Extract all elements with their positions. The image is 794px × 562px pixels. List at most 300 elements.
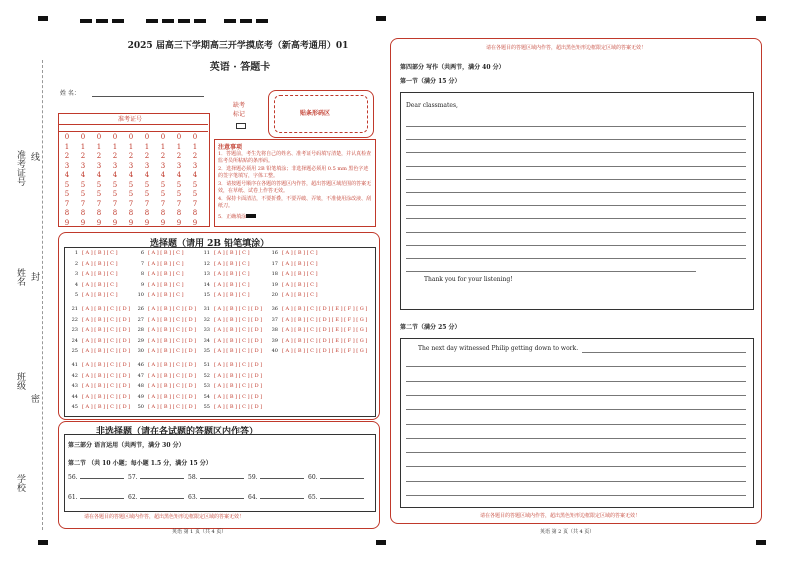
exam-id-bubble[interactable]: 1 — [64, 142, 70, 151]
exam-id-bubble[interactable]: 2 — [160, 152, 166, 160]
exam-id-bubble[interactable]: 7 — [112, 199, 118, 208]
mc-option-bubbles[interactable]: [ A ] [ B ] [ C ] [ D ] — [214, 404, 263, 410]
mc-question-number: 21 — [71, 306, 78, 312]
exam-id-column[interactable] — [108, 133, 122, 228]
exam-id-bubble[interactable]: 5 — [128, 190, 134, 198]
exam-id-bubble[interactable]: 3 — [96, 161, 102, 170]
mc-question-number: 49 — [137, 393, 144, 400]
mc-question-number: 43 — [71, 383, 78, 389]
timing-mark — [96, 19, 108, 23]
mc-option-bubbles[interactable]: [ A ] [ B ] [ C ] — [82, 292, 118, 298]
mc-question-number: 39 — [271, 337, 278, 344]
blank-item[interactable]: 60. — [308, 474, 364, 481]
mc-option-bubbles[interactable]: [ A ] [ B ] [ C ] — [148, 281, 184, 288]
mc-option-bubbles[interactable]: [ A ] [ B ] [ C ] — [148, 260, 184, 267]
exam-id-bubble[interactable]: 2 — [96, 152, 102, 160]
writing-line — [406, 179, 746, 180]
notes-line: 3．请按题号顺序在各题的答题区内作答，超出答题区域范围的答案无效，在草纸、试卷上作答无效。 — [218, 181, 372, 194]
exam-id-bubble[interactable]: 5 — [64, 180, 70, 189]
mc-option-bubbles[interactable]: [ A ] [ B ] [ C ] [ D ] — [214, 348, 263, 354]
mc-question-row[interactable] — [66, 292, 118, 298]
mc-question-row[interactable] — [198, 250, 250, 256]
exam-id-bubble[interactable]: 9 — [192, 218, 198, 227]
mc-option-bubbles[interactable]: [ A ] [ B ] [ C ] [ D ] [ E ] [ F ] [ G ] — [282, 316, 368, 323]
mc-question-number: 48 — [137, 383, 144, 389]
mc-option-bubbles[interactable]: [ A ] [ B ] [ C ] [ D ] — [148, 372, 197, 379]
mc-option-bubbles[interactable]: [ A ] [ B ] [ C ] [ D ] — [148, 383, 197, 389]
exam-id-bubble[interactable]: 7 — [192, 199, 198, 208]
mc-option-bubbles[interactable]: [ A ] [ B ] [ C ] [ D ] — [82, 337, 131, 344]
mc-option-bubbles[interactable]: [ A ] [ B ] [ C ] — [148, 292, 184, 298]
exam-id-bubble[interactable]: 5 — [80, 180, 86, 189]
mc-option-bubbles[interactable]: [ A ] [ B ] [ C ] [ D ] — [82, 362, 131, 368]
mc-option-bubbles[interactable]: [ A ] [ B ] [ C ] [ D ] — [82, 372, 131, 379]
mc-question-row[interactable] — [198, 394, 262, 400]
letter-start: Dear classmates, — [406, 102, 458, 109]
exam-id-bubble[interactable]: 4 — [128, 171, 134, 179]
absent-checkbox[interactable] — [236, 123, 246, 129]
mc-question-number: 46 — [137, 362, 144, 368]
blank-item[interactable]: 64. — [248, 494, 304, 501]
exam-id-bubble[interactable]: 2 — [144, 152, 150, 160]
mc-question-number: 4 — [74, 281, 78, 288]
exam-id-bubble[interactable]: 8 — [192, 209, 198, 217]
mc-option-bubbles[interactable]: [ A ] [ B ] [ C ] [ D ] — [214, 372, 263, 379]
mc-question-number: 41 — [71, 362, 78, 368]
exam-id-bubble[interactable]: 2 — [192, 152, 198, 160]
mc-option-bubbles[interactable]: [ A ] [ B ] [ C ] [ D ] — [148, 327, 197, 333]
part3-heading: 第三部分 语言运用（共两节，满分 30 分） — [68, 442, 185, 449]
exam-id-bubble[interactable]: 9 — [144, 218, 150, 227]
exam-id-bubble[interactable]: 5 — [192, 190, 198, 198]
mc-question-number: 6 — [140, 250, 144, 256]
exam-id-bubble[interactable]: 5 — [144, 180, 150, 189]
exam-id-bubble[interactable]: 9 — [160, 218, 166, 227]
exam-id-bubble[interactable]: 1 — [160, 142, 166, 151]
mc-question-number: 19 — [271, 281, 278, 288]
mc-question-row[interactable] — [132, 373, 196, 379]
exam-id-input-row — [58, 131, 208, 132]
mc-bubble-grid[interactable] — [66, 250, 372, 412]
mc-option-bubbles[interactable]: [ A ] [ B ] [ C ] [ D ] [ E ] [ F ] [ G ] — [282, 337, 368, 344]
writing-line — [406, 258, 746, 259]
mc-question-row[interactable] — [198, 327, 262, 333]
name-field[interactable] — [92, 96, 204, 97]
blank-item[interactable]: 59. — [248, 474, 304, 481]
blank-item[interactable]: 61. — [68, 494, 124, 501]
mc-option-bubbles[interactable]: [ A ] [ B ] [ C ] — [282, 260, 318, 267]
blank-item[interactable]: 63. — [188, 494, 244, 501]
mc-option-bubbles[interactable]: [ A ] [ B ] [ C ] [ D ] — [148, 316, 197, 323]
mc-option-bubbles[interactable]: [ A ] [ B ] [ C ] [ D ] — [148, 393, 197, 400]
blank-line[interactable] — [260, 498, 304, 499]
exam-id-bubble[interactable]: 3 — [176, 161, 182, 170]
mc-question-row[interactable] — [66, 373, 130, 379]
mc-question-row[interactable] — [132, 383, 196, 389]
mc-question-number: 14 — [203, 281, 210, 288]
mc-option-bubbles[interactable]: [ A ] [ B ] [ C ] [ D ] — [214, 327, 263, 333]
mc-question-row[interactable] — [132, 282, 184, 288]
mc-question-row[interactable] — [198, 292, 250, 298]
exam-id-bubble[interactable]: 4 — [160, 171, 166, 179]
exam-id-column[interactable] — [76, 133, 90, 228]
mc-option-bubbles[interactable]: [ A ] [ B ] [ C ] — [282, 271, 318, 277]
exam-id-bubble[interactable]: 4 — [176, 171, 182, 179]
exam-id-bubble[interactable]: 1 — [112, 142, 118, 151]
mc-question-row[interactable] — [132, 271, 184, 277]
mc-question-row[interactable] — [198, 282, 250, 288]
mc-question-row[interactable] — [66, 250, 118, 256]
blank-line[interactable] — [140, 498, 184, 499]
exam-id-bubble[interactable]: 8 — [144, 209, 150, 217]
exam-id-bubble[interactable]: 2 — [112, 152, 118, 160]
blank-line[interactable] — [320, 478, 364, 479]
exam-id-bubble[interactable]: 5 — [96, 190, 102, 198]
mc-question-row[interactable] — [198, 404, 262, 410]
mc-question-number: 10 — [137, 292, 144, 298]
notes-line: 5．正确填涂 — [218, 214, 247, 220]
mc-option-bubbles[interactable]: [ A ] [ B ] [ C ] [ D ] — [82, 383, 131, 389]
mc-question-row[interactable] — [66, 327, 130, 333]
mc-question-number: 51 — [203, 362, 210, 368]
writing-line — [406, 366, 746, 367]
mc-question-row[interactable] — [198, 317, 262, 323]
mc-question-row[interactable] — [132, 261, 184, 267]
exam-id-bubble[interactable]: 7 — [160, 199, 166, 208]
exam-id-column[interactable] — [140, 133, 154, 228]
exam-id-bubble[interactable]: 4 — [80, 171, 86, 179]
blank-line[interactable] — [80, 478, 124, 479]
exam-id-bubble[interactable]: 3 — [144, 161, 150, 170]
exam-id-bubble[interactable]: 8 — [160, 209, 166, 217]
blank-line[interactable] — [140, 478, 184, 479]
exam-id-bubble[interactable]: 5 — [144, 190, 150, 198]
exam-id-bubble[interactable]: 5 — [80, 190, 86, 198]
exam-id-bubble[interactable]: 0 — [80, 133, 86, 141]
mc-question-row[interactable] — [266, 327, 367, 333]
exam-id-bubble[interactable]: 7 — [96, 199, 102, 208]
mc-option-bubbles[interactable]: [ A ] [ B ] [ C ] — [214, 260, 250, 267]
mc-option-bubbles[interactable]: [ A ] [ B ] [ C ] [ D ] — [214, 362, 263, 368]
mc-question-row[interactable] — [266, 348, 367, 354]
exam-id-column[interactable] — [172, 133, 186, 228]
exam-id-bubble[interactable]: 5 — [96, 180, 102, 189]
mc-question-row[interactable] — [132, 292, 184, 298]
mc-question-number: 34 — [203, 337, 210, 344]
writing-line — [406, 166, 746, 167]
exam-id-bubble[interactable]: 3 — [64, 161, 70, 170]
mc-question-row[interactable] — [66, 348, 130, 354]
mc-question-row[interactable] — [266, 338, 367, 344]
mc-question-row[interactable] — [132, 394, 196, 400]
mc-question-row[interactable] — [198, 338, 262, 344]
exam-id-bubble[interactable]: 9 — [64, 218, 70, 227]
mc-option-bubbles[interactable]: [ A ] [ B ] [ C ] [ D ] [ E ] [ F ] [ G ] — [282, 348, 368, 354]
exam-id-bubble-grid[interactable] — [60, 133, 206, 227]
side-label-line: 线 — [29, 152, 39, 161]
right-bottom-warning: 请在各题目的答题区域内作答，超出黑色矩形边框限定区域的答案无效！ — [480, 513, 641, 519]
exam-id-bubble[interactable]: 5 — [128, 180, 134, 189]
mc-option-bubbles[interactable]: [ A ] [ B ] [ C ] [ D ] — [148, 306, 197, 312]
mc-option-bubbles[interactable]: [ A ] [ B ] [ C ] — [82, 281, 118, 288]
exam-id-bubble[interactable]: 5 — [112, 190, 118, 198]
mc-question-row[interactable] — [66, 404, 130, 410]
writing-line — [406, 245, 746, 246]
mc-option-bubbles[interactable]: [ A ] [ B ] [ C ] [ D ] — [214, 316, 263, 323]
exam-id-bubble[interactable]: 4 — [96, 171, 102, 179]
mc-question-row[interactable] — [198, 306, 262, 312]
exam-id-bubble[interactable]: 9 — [112, 218, 118, 227]
mc-option-bubbles[interactable]: [ A ] [ B ] [ C ] — [148, 271, 184, 277]
mc-option-bubbles[interactable]: [ A ] [ B ] [ C ] [ D ] [ E ] [ F ] [ G ] — [282, 327, 368, 333]
nonmc-title: 非选择题（请在各试题的答题区内作答） — [96, 427, 259, 437]
exam-id-bubble[interactable]: 2 — [80, 152, 86, 160]
exam-id-bubble[interactable]: 5 — [64, 190, 70, 198]
mc-question-row[interactable] — [266, 317, 367, 323]
mc-question-row[interactable] — [198, 362, 262, 368]
exam-id-bubble[interactable]: 0 — [64, 133, 70, 141]
exam-id-bubble[interactable]: 5 — [176, 190, 182, 198]
story-start: The next day witnessed Philip getting down to work. — [418, 345, 579, 352]
mc-question-row[interactable] — [132, 362, 196, 368]
mc-question-number: 38 — [271, 327, 278, 333]
exam-id-bubble[interactable]: 5 — [160, 180, 166, 189]
section2-heading: 第二节 （共 10 小题；每小题 1.5 分，满分 15 分） — [68, 460, 212, 467]
timing-mark — [224, 19, 236, 23]
exam-id-bubble[interactable]: 7 — [176, 199, 182, 208]
blank-line[interactable] — [200, 498, 244, 499]
exam-id-bubble[interactable]: 5 — [176, 180, 182, 189]
blank-line[interactable] — [260, 478, 304, 479]
mc-question-row[interactable] — [132, 306, 196, 312]
mc-option-bubbles[interactable]: [ A ] [ B ] [ C ] [ D ] — [214, 337, 263, 344]
blank-line[interactable] — [320, 498, 364, 499]
timing-mark — [256, 19, 268, 23]
mc-option-bubbles[interactable]: [ A ] [ B ] [ C ] — [214, 281, 250, 288]
mc-question-row[interactable] — [66, 394, 130, 400]
mc-option-bubbles[interactable]: [ A ] [ B ] [ C ] [ D ] — [82, 404, 131, 410]
exam-id-bubble[interactable]: 0 — [112, 133, 118, 141]
mc-question-row[interactable] — [66, 271, 118, 277]
exam-id-bubble[interactable]: 8 — [64, 209, 70, 217]
mc-question-row[interactable] — [266, 271, 318, 277]
mc-option-bubbles[interactable]: [ A ] [ B ] [ C ] [ D ] — [82, 316, 131, 323]
exam-id-bubble[interactable]: 0 — [192, 133, 198, 141]
mc-option-bubbles[interactable]: [ A ] [ B ] [ C ] — [82, 250, 118, 256]
writing-line — [582, 352, 746, 353]
mc-question-number: 36 — [271, 306, 278, 312]
exam-id-bubble[interactable]: 1 — [80, 142, 86, 151]
exam-id-bubble[interactable]: 9 — [128, 218, 134, 227]
mc-question-row[interactable] — [66, 338, 130, 344]
exam-id-column[interactable] — [156, 133, 170, 228]
mc-question-number: 5 — [74, 292, 78, 298]
mc-question-number: 27 — [137, 316, 144, 323]
exam-id-column[interactable] — [188, 133, 202, 228]
left-footer: 英语 第 1 页（共 4 页） — [172, 529, 227, 535]
exam-id-bubble[interactable]: 7 — [64, 199, 70, 208]
mc-option-bubbles[interactable]: [ A ] [ B ] [ C ] [ D ] — [214, 306, 263, 312]
mc-question-number: 44 — [71, 393, 78, 400]
mc-option-bubbles[interactable]: [ A ] [ B ] [ C ] [ D ] — [82, 306, 131, 312]
exam-id-bubble[interactable]: 4 — [64, 171, 70, 179]
mc-question-number: 16 — [271, 250, 278, 256]
exam-id-bubble[interactable]: 7 — [144, 199, 150, 208]
exam-id-bubble[interactable]: 7 — [128, 199, 134, 208]
mc-option-bubbles[interactable]: [ A ] [ B ] [ C ] [ D ] — [82, 327, 131, 333]
mc-question-number: 18 — [271, 271, 278, 277]
exam-id-bubble[interactable]: 8 — [80, 209, 86, 217]
mc-question-row[interactable] — [198, 373, 262, 379]
exam-id-bubble[interactable]: 3 — [192, 161, 198, 170]
mc-question-row[interactable] — [66, 282, 118, 288]
mc-question-row[interactable] — [198, 383, 262, 389]
exam-id-bubble[interactable]: 8 — [96, 209, 102, 217]
mc-question-row[interactable] — [266, 250, 318, 256]
mc-question-row[interactable] — [266, 261, 318, 267]
exam-id-bubble[interactable]: 2 — [176, 152, 182, 160]
mc-option-bubbles[interactable]: [ A ] [ B ] [ C ] [ D ] — [148, 362, 197, 368]
mc-question-number: 15 — [203, 292, 210, 298]
mc-option-bubbles[interactable]: [ A ] [ B ] [ C ] — [148, 250, 184, 256]
exam-id-bubble[interactable]: 8 — [128, 209, 134, 217]
exam-id-bubble[interactable]: 4 — [112, 171, 118, 179]
mc-question-number: 22 — [71, 316, 78, 323]
mc-question-row[interactable] — [132, 338, 196, 344]
exam-id-bubble[interactable]: 8 — [112, 209, 118, 217]
exam-id-bubble[interactable]: 4 — [192, 171, 198, 179]
exam-id-bubble[interactable]: 1 — [192, 142, 198, 151]
mc-option-bubbles[interactable]: [ A ] [ B ] [ C ] — [282, 292, 318, 298]
exam-id-bubble[interactable]: 1 — [144, 142, 150, 151]
exam-id-column[interactable] — [92, 133, 106, 228]
mc-question-number: 29 — [137, 337, 144, 344]
mc-option-bubbles[interactable]: [ A ] [ B ] [ C ] — [82, 271, 118, 277]
exam-id-bubble[interactable]: 9 — [176, 218, 182, 227]
mc-option-bubbles[interactable]: [ A ] [ B ] [ C ] [ D ] — [82, 348, 131, 354]
blank-item[interactable]: 56. — [68, 474, 124, 481]
mc-question-row[interactable] — [132, 348, 196, 354]
timing-mark — [162, 19, 174, 23]
writing-line — [406, 452, 746, 453]
side-label-exam-id: 准考证号 — [15, 150, 25, 186]
blank-item[interactable]: 65. — [308, 494, 364, 501]
exam-id-bubble[interactable]: 7 — [80, 199, 86, 208]
mc-option-bubbles[interactable]: [ A ] [ B ] [ C ] — [214, 292, 250, 298]
mc-question-number: 47 — [137, 372, 144, 379]
mc-option-bubbles[interactable]: [ A ] [ B ] [ C ] [ D ] [ E ] [ F ] [ G ] — [282, 306, 368, 312]
exam-id-column[interactable] — [60, 133, 74, 228]
mc-question-row[interactable] — [198, 271, 250, 277]
notes-line: 4．保持卡面清洁，不要折叠，不要弄破、弄皱，不准使用涂改液、刮纸刀。 — [218, 196, 372, 209]
mc-question-row[interactable] — [66, 261, 118, 267]
blank-item[interactable]: 58. — [188, 474, 244, 481]
timing-mark — [38, 16, 48, 21]
exam-id-bubble[interactable]: 0 — [160, 133, 166, 141]
mc-option-bubbles[interactable]: [ A ] [ B ] [ C ] — [214, 271, 250, 277]
exam-id-bubble[interactable]: 8 — [176, 209, 182, 217]
mc-question-number: 17 — [271, 260, 278, 267]
mc-question-row[interactable] — [266, 282, 318, 288]
mc-question-number: 35 — [203, 348, 210, 354]
exam-id-bubble[interactable]: 2 — [128, 152, 134, 160]
blank-line[interactable] — [200, 478, 244, 479]
mc-question-row[interactable] — [66, 317, 130, 323]
side-label-name: 姓名 — [15, 268, 25, 286]
mc-question-row[interactable] — [132, 250, 184, 256]
exam-id-bubble[interactable]: 0 — [96, 133, 102, 141]
mc-option-bubbles[interactable]: [ A ] [ B ] [ C ] — [82, 260, 118, 267]
exam-id-bubble[interactable]: 5 — [160, 190, 166, 198]
exam-id-bubble[interactable]: 4 — [144, 171, 150, 179]
mc-option-bubbles[interactable]: [ A ] [ B ] [ C ] [ D ] — [82, 393, 131, 400]
exam-id-bubble[interactable]: 0 — [128, 133, 134, 141]
blank-item[interactable]: 62. — [128, 494, 184, 501]
mc-option-bubbles[interactable]: [ A ] [ B ] [ C ] [ D ] — [214, 383, 263, 389]
mc-question-row[interactable] — [66, 306, 130, 312]
exam-id-bubble[interactable]: 0 — [176, 133, 182, 141]
mc-option-bubbles[interactable]: [ A ] [ B ] [ C ] — [214, 250, 250, 256]
mc-question-number: 54 — [203, 393, 210, 400]
mc-question-row[interactable] — [132, 327, 196, 333]
mc-option-bubbles[interactable]: [ A ] [ B ] [ C ] [ D ] — [148, 404, 197, 410]
side-label-seal: 封 — [29, 272, 39, 281]
mc-question-number: 23 — [71, 327, 78, 333]
exam-id-bubble[interactable]: 9 — [80, 218, 86, 227]
exam-id-bubble[interactable]: 3 — [80, 161, 86, 170]
mc-question-row[interactable] — [66, 362, 130, 368]
mc-question-row[interactable] — [266, 306, 367, 312]
exam-id-column[interactable] — [124, 133, 138, 228]
blank-item[interactable]: 57. — [128, 474, 184, 481]
writing-line — [406, 395, 746, 396]
mc-option-bubbles[interactable]: [ A ] [ B ] [ C ] — [282, 281, 318, 288]
mc-question-number: 11 — [203, 250, 210, 256]
writing-line — [406, 466, 746, 467]
mc-option-bubbles[interactable]: [ A ] [ B ] [ C ] — [282, 250, 318, 256]
exam-id-bubble[interactable]: 5 — [112, 180, 118, 189]
exam-id-bubble[interactable]: 9 — [96, 218, 102, 227]
timing-mark — [38, 540, 48, 545]
exam-id-bubble[interactable]: 1 — [176, 142, 182, 151]
exam-id-bubble[interactable]: 0 — [144, 133, 150, 141]
mc-title: 选择题（请用 2B 铅笔填涂） — [150, 239, 270, 249]
exam-id-bubble[interactable]: 5 — [192, 180, 198, 189]
exam-id-bubble[interactable]: 2 — [64, 152, 70, 160]
mc-question-row[interactable] — [198, 261, 250, 267]
timing-mark — [146, 19, 158, 23]
timing-mark — [756, 540, 766, 545]
mc-question-row[interactable] — [66, 383, 130, 389]
exam-id-bubble[interactable]: 3 — [112, 161, 118, 170]
mc-option-bubbles[interactable]: [ A ] [ B ] [ C ] [ D ] — [148, 348, 197, 354]
exam-id-bubble[interactable]: 3 — [160, 161, 166, 170]
mc-question-row[interactable] — [132, 317, 196, 323]
exam-id-bubble[interactable]: 1 — [96, 142, 102, 151]
writing-line — [406, 424, 746, 425]
exam-id-bubble[interactable]: 1 — [128, 142, 134, 151]
timing-mark — [194, 19, 206, 23]
name-label: 姓 名： — [60, 90, 80, 97]
mc-question-number: 1 — [74, 250, 78, 256]
blank-line[interactable] — [80, 498, 124, 499]
mc-question-row[interactable] — [132, 404, 196, 410]
exam-id-bubble[interactable]: 3 — [128, 161, 134, 170]
mc-question-row[interactable] — [266, 292, 318, 298]
mc-option-bubbles[interactable]: [ A ] [ B ] [ C ] [ D ] — [148, 337, 197, 344]
mc-option-bubbles[interactable]: [ A ] [ B ] [ C ] [ D ] — [214, 393, 263, 400]
mc-question-row[interactable] — [198, 348, 262, 354]
